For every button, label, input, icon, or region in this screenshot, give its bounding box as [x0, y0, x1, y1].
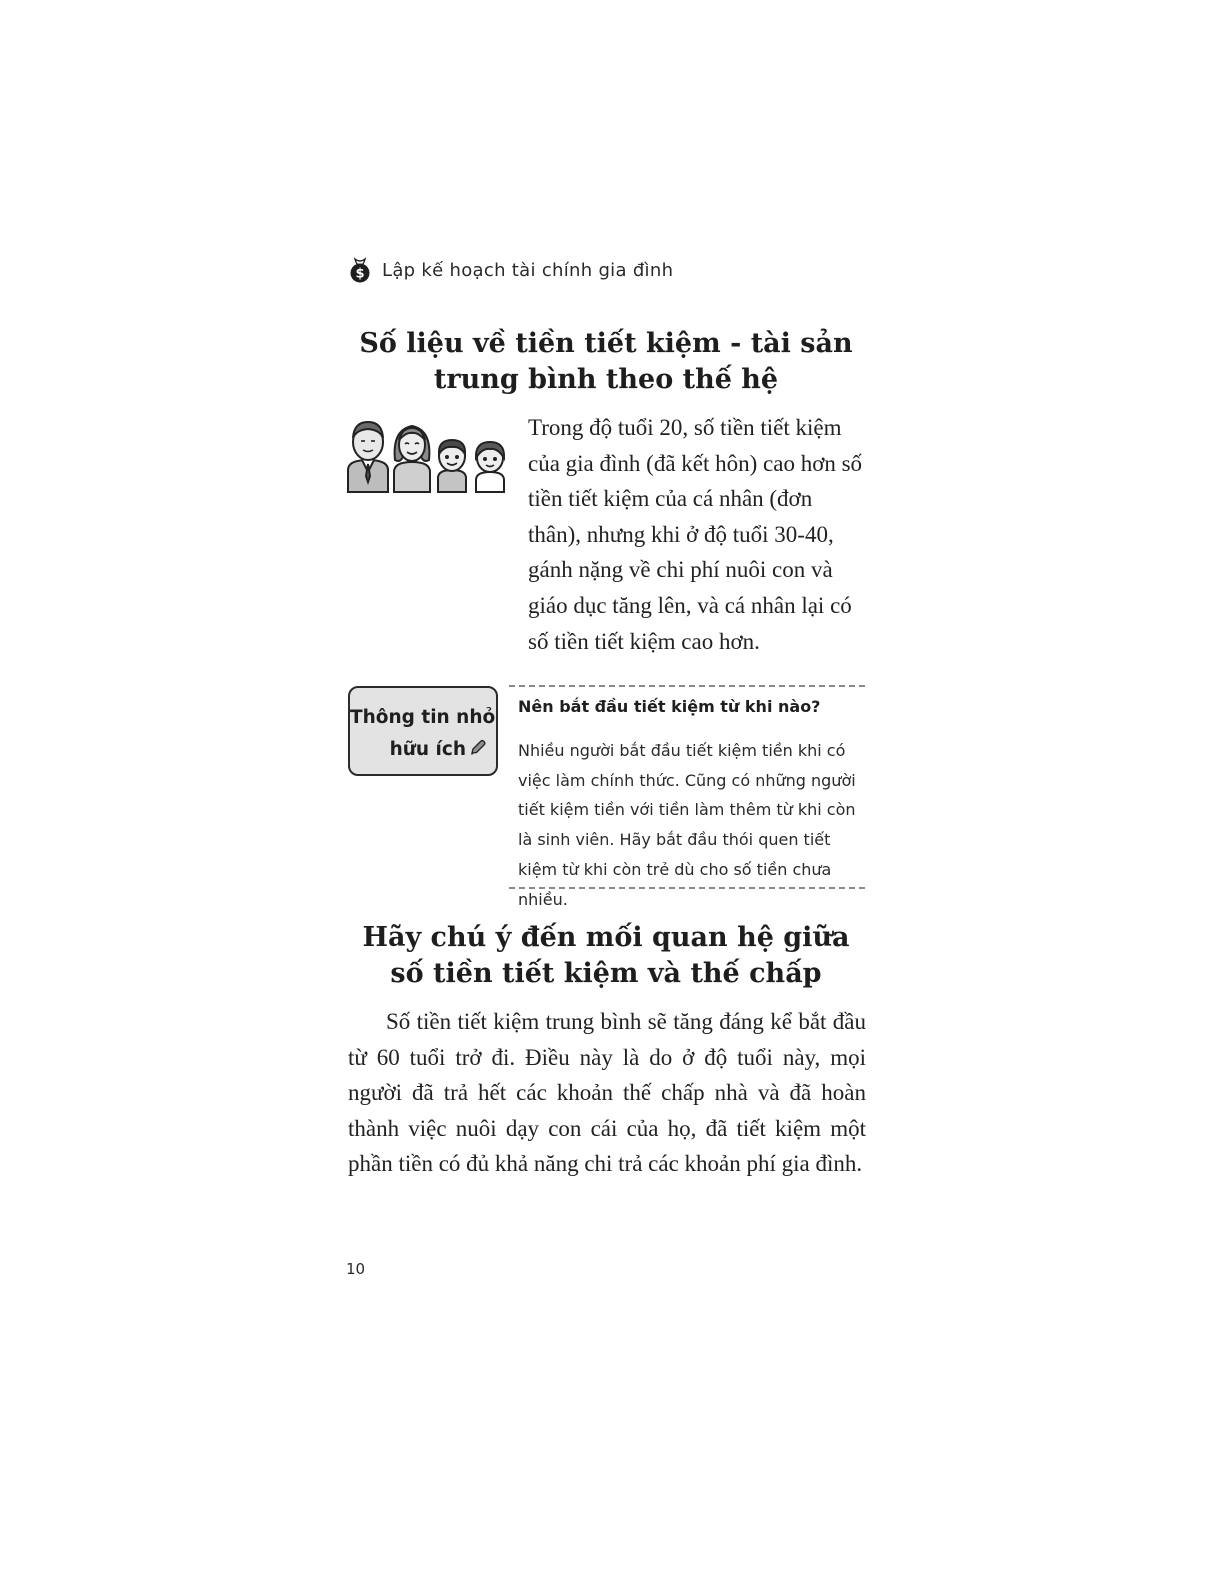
tip-body: Nhiều người bắt đầu tiết kiệm tiền khi có việc làm chính thức. Cũng có những người tiết kiệm tiền với tiền làm thêm từ khi còn là sinh viên. Hãy bắt đầu thói quen tiết kiệm từ khi còn trẻ dù cho số tiền chưa nhiều.: [518, 741, 856, 909]
svg-text:$: $: [355, 266, 365, 282]
tip-title: Nên bắt đầu tiết kiệm từ khi nào?: [518, 697, 821, 716]
tip-divider-bottom: [509, 887, 865, 889]
section-heading-savings-by-generation: Số liệu về tiền tiết kiệm - tài sản trung bình theo thế hệ: [359, 328, 853, 395]
section-heading-savings-and-mortgage: Hãy chú ý đến mối quan hệ giữa số tiền tiết kiệm và thế chấp: [362, 922, 850, 989]
intro-paragraph: Trong độ tuổi 20, số tiền tiết kiệm của gia đình (đã kết hôn) cao hơn số tiền tiết kiệm của cá nhân (đơn thân), nhưng khi ở độ tuổi 30-40, gánh nặng về chi phí nuôi con và giáo dục tăng lên, và cá nhân lại có số tiền tiết kiệm cao hơn.: [528, 415, 863, 654]
tip-divider-top: [509, 685, 865, 687]
tip-badge: [348, 686, 498, 776]
mortgage-paragraph: Số tiền tiết kiệm trung bình sẽ tăng đáng kể bắt đầu từ 60 tuổi trở đi. Điều này là do ở độ tuổi này, mọi người đã trả hết các khoản thế chấp nhà và đã hoàn thành việc nuôi dạy con cái của họ, đã tiết kiệm một phần tiền có đủ khả năng chi trả các khoản phí gia đình.: [348, 1009, 866, 1177]
money-bag-icon: [346, 256, 374, 284]
tip-badge-label-text: hữu ích: [389, 739, 466, 760]
family-icon: [342, 412, 510, 494]
running-header-title: Lập kế hoạch tài chính gia đình: [382, 259, 674, 281]
pencil-icon: [469, 739, 487, 757]
tip-badge-label-line-1: Thông tin nhỏ: [350, 707, 496, 728]
tip-badge-label-line-2: [350, 734, 487, 766]
running-header: [346, 256, 673, 284]
page-number: 10: [346, 1260, 366, 1278]
